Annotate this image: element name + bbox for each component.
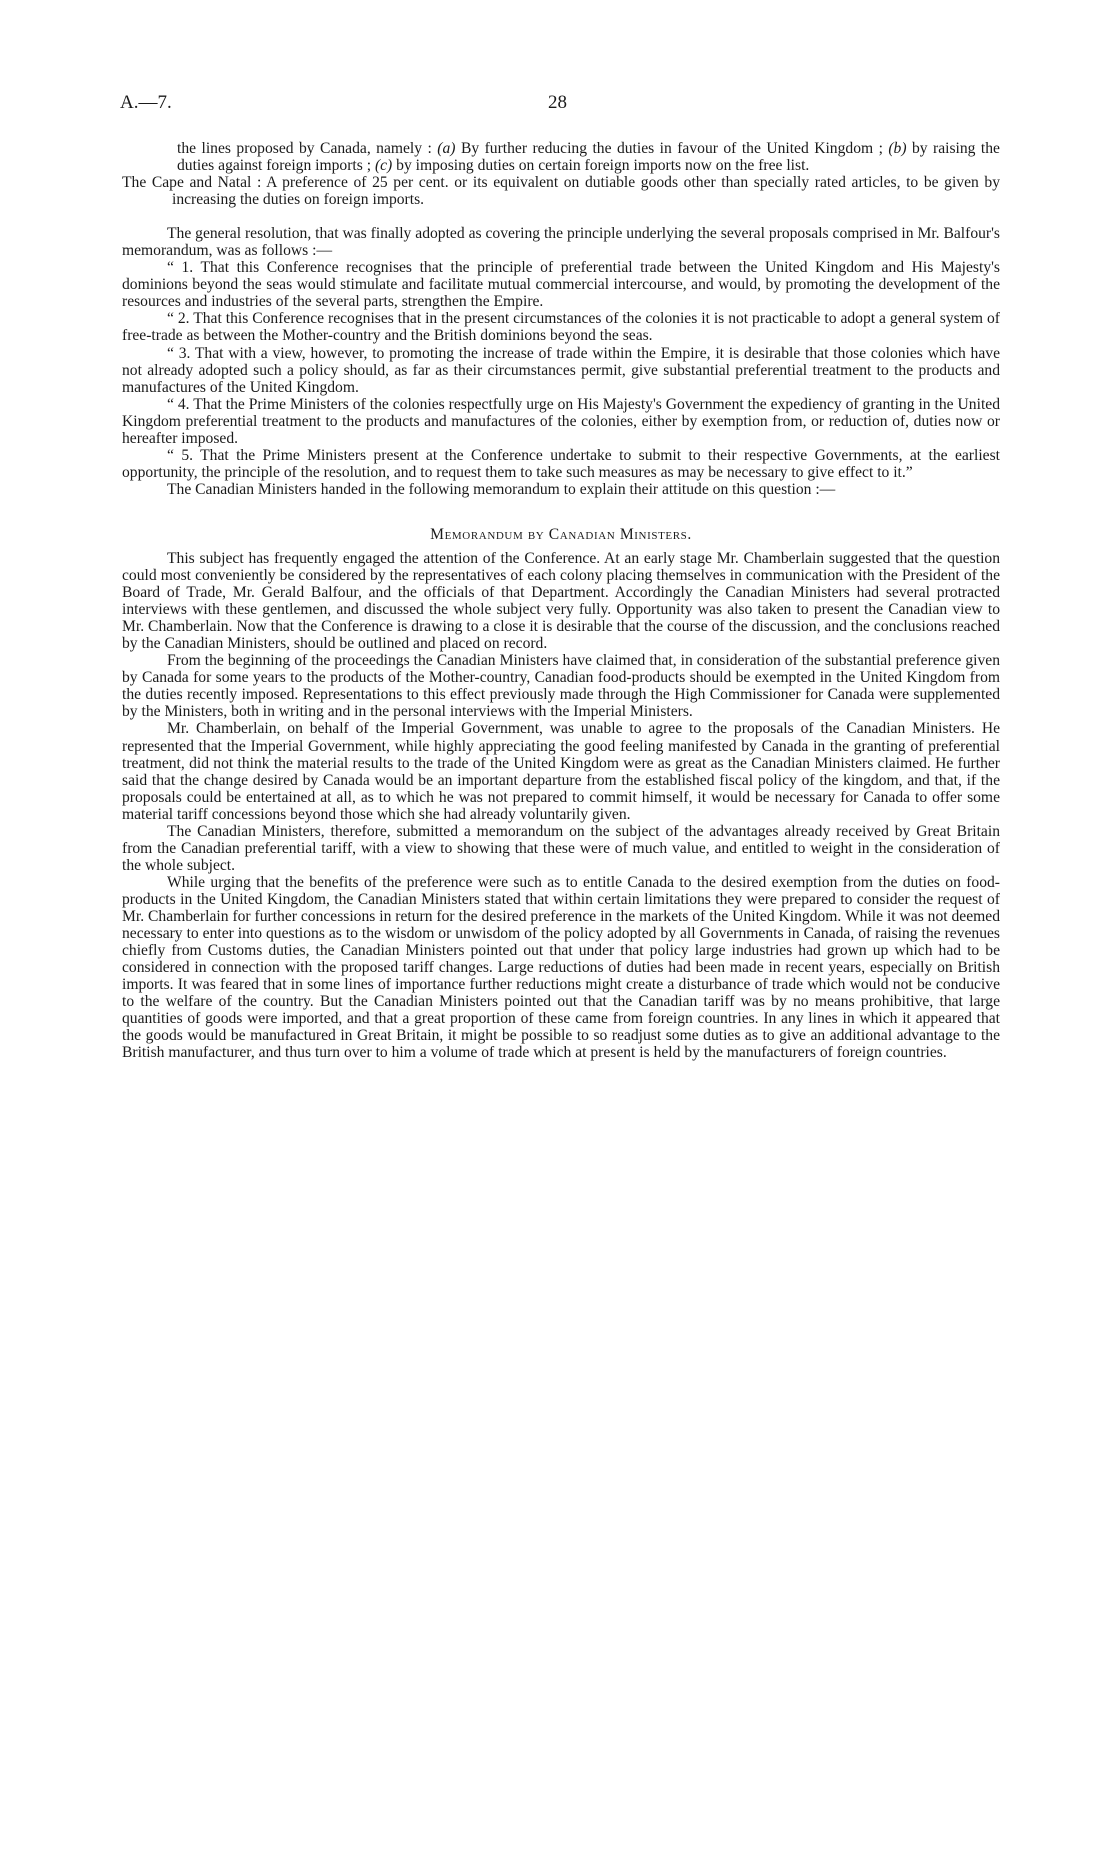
intro-continuation: the lines proposed by Canada, namely : (a) By further reducing the duties in favour of the United Kingdom ; (b) by raising the duties against foreign imports ; (c) by imposing duties on certain foreign imports now on the free list. — [177, 140, 1000, 175]
resolution-clause-4: “ 4. That the Prime Ministers of the colonies respectfully urge on His Majesty's Government the expediency of granting in the United Kingdom preferential treatment to the products and manufactures of the colonies, either by exemption from, or reduction of, duties now or hereafter imposed. — [122, 395, 1000, 447]
resolution-closing: The Canadian Ministers handed in the following memorandum to explain their attitude on this question :— — [167, 480, 836, 498]
resolution-clause-5: “ 5. That the Prime Ministers present at the Conference undertake to submit to their respective Governments, at the earliest opportunity, the principle of the resolution, and to request them to take such measures as may be necessary to give effect to it.” — [122, 446, 1000, 481]
resolution-clause-1: “ 1. That this Conference recognises that the principle of preferential trade between the United Kingdom and His Majesty's dominions beyond the seas would stimulate and facilitate mutual commercial intercourse, and would, by promoting the development of the resources and industries of the several parts, strengthen the Empire. — [122, 259, 1000, 311]
resolution-clause-2: “ 2. That this Conference recognises that in the present circumstances of the colonies it is not practicable to adopt a general system of free-trade as between the Mother-country and the British dominions beyond the seas. — [122, 310, 1000, 345]
document-body — [122, 140, 1000, 1061]
memorandum-title: Memorandum by Canadian Ministers. — [430, 525, 692, 543]
memorandum-paragraph-1: This subject has frequently engaged the attention of the Conference. At an early stage Mr. Chamberlain suggested that the question could most conveniently be considered by the representatives of each colony placing themselves in communication with the President of the Board of Trade, Mr. Gerald Balfour, and the officials of that Department. Accordingly the Canadian Ministers had several protracted interviews with these gentlemen, and discussed the whole subject very fully. Opportunity was also taken to present the Canadian view to Mr. Chamberlain. Now that the Conference is drawing to a close it is desirable that the course of the discussion, and the conclusions reached by the Canadian Ministers, should be outlined and placed on record. — [122, 549, 1000, 653]
memorandum-paragraph-5: While urging that the benefits of the preference were such as to entitle Canada to the desired exemption from the duties on food-products in the United Kingdom, the Canadian Ministers stated that within certain limitations they were prepared to consider the request of Mr. Chamberlain for further concessions in return for the desired preference in the markets of the United Kingdom. While it was not deemed necessary to enter into questions as to the wisdom or unwisdom of the policy adopted by all Governments in Canada, of raising the revenues chiefly from Customs duties, the Canadian Ministers pointed out that under that policy large industries had grown up which had to be considered in connection with the proposed tariff changes. Large reductions of duties had been made in recent years, especially on British imports. It was feared that in some lines of importance further reductions might create a disturbance of trade which would not be conducive to the welfare of the country. But the Canadian Ministers pointed out that the Canadian tariff was by no means prohibitive, that large quantities of goods were imported, and that a great proportion of these came from foreign countries. In any lines in which it appeared that the goods would be manufactured in Great Britain, it might be possible to so readjust some duties as to give an additional advantage to the British manufacturer, and thus turn over to him a volume of trade which at present is held by the manufacturers of foreign countries. — [122, 873, 1000, 1062]
memorandum-paragraph-3: Mr. Chamberlain, on behalf of the Imperial Government, was unable to agree to the proposals of the Canadian Ministers. He represented that the Imperial Government, while highly appreciating the good feeling manifested by Canada in the granting of preferential treatment, did not think the material results to the trade of the United Kingdom were as great as the Canadian Ministers claimed. He further said that the change desired by Canada would be an important departure from the established fiscal policy of the kingdom, and that, if the proposals could be entertained at all, as to which he was not prepared to commit himself, it would be necessary for Canada to offer some material tariff concessions beyond those which she had already voluntarily given. — [122, 720, 1000, 823]
cape-natal-paragraph: The Cape and Natal : A preference of 25 per cent. or its equivalent on dutiable goods other than specially rated articles, to be given by increasing the duties on foreign imports. — [122, 174, 1000, 209]
memorandum-paragraph-4: The Canadian Ministers, therefore, submitted a memorandum on the subject of the advantages already received by Great Britain from the Canadian preferential tariff, with a view to showing that these were of much value, and entitled to weight in the consideration of the whole subject. — [122, 822, 1000, 874]
resolution-clause-3: “ 3. That with a view, however, to promoting the increase of trade within the Empire, it is desirable that those colonies which have not already adopted such a policy should, as far as their circumstances permit, give substantial preferential treatment to the products and manufactures of the United Kingdom. — [122, 344, 1000, 396]
page-number: 28 — [548, 92, 567, 113]
memorandum-paragraph-2: From the beginning of the proceedings the Canadian Ministers have claimed that, in consideration of the substantial preference given by Canada for some years to the products of the Mother-country, Canadian food-products should be exempted in the United Kingdom from the duties recently imposed. Representations to this effect previously made through the High Commissioner for Canada were supplemented by the Ministers, both in writing and in the personal interviews with the Imperial Ministers. — [122, 652, 1000, 721]
resolution-lead: The general resolution, that was finally adopted as covering the principle underlying the several proposals comprised in Mr. Balfour's memorandum, was as follows :— — [122, 225, 1000, 260]
document-reference: A.—7. — [120, 92, 172, 113]
